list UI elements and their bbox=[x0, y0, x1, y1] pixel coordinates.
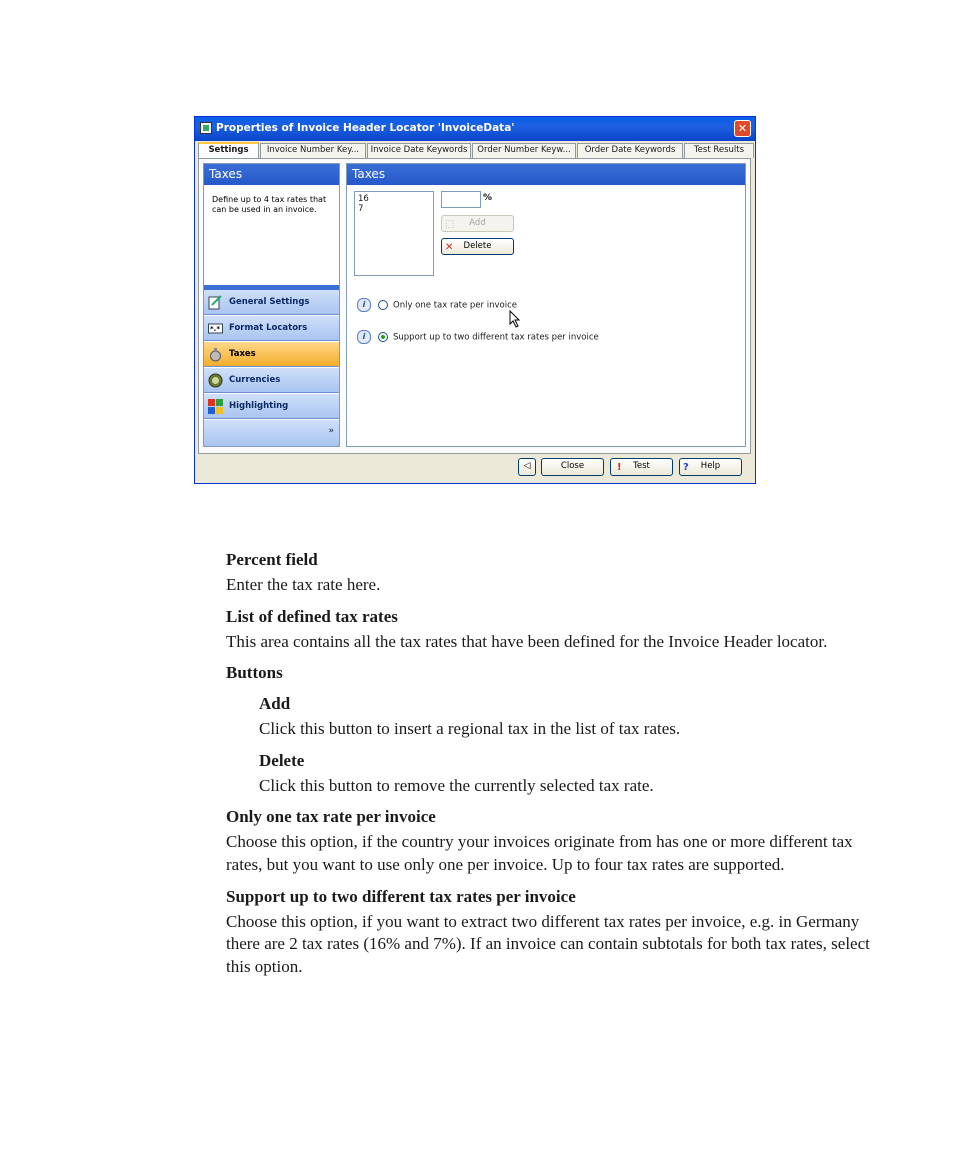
currencies-icon bbox=[208, 373, 223, 388]
dialog-title: Properties of Invoice Header Locator 'InvoiceData' bbox=[216, 122, 515, 134]
chevron-down-icon[interactable]: » bbox=[328, 426, 334, 436]
delete-icon: ✕ bbox=[445, 242, 454, 253]
two-rates-heading: Support up to two different tax rates per invoice bbox=[226, 886, 576, 906]
radio-one-rate[interactable]: i Only one tax rate per invoice bbox=[357, 298, 517, 312]
list-text: This area contains all the tax rates that have been defined for the Invoice Header locator. bbox=[226, 631, 828, 651]
tab-test-results[interactable]: Test Results bbox=[684, 143, 754, 158]
properties-dialog bbox=[194, 116, 756, 484]
percent-input[interactable] bbox=[441, 191, 481, 208]
highlighting-icon bbox=[208, 399, 223, 414]
left-pane-description: Define up to 4 tax rates that can be used in an invoice. bbox=[212, 195, 327, 214]
format-locators-icon bbox=[208, 321, 223, 336]
add-text: Click this button to insert a regional tax in the list of tax rates. bbox=[259, 719, 681, 739]
tab-invoice-number-keywords[interactable]: Invoice Number Key... bbox=[260, 143, 366, 158]
buttons-heading: Buttons bbox=[226, 663, 283, 683]
right-pane-header: Taxes bbox=[347, 164, 745, 185]
help-icon: ? bbox=[683, 462, 689, 473]
nav-item-highlighting[interactable]: Highlighting bbox=[204, 394, 339, 419]
close-button[interactable]: Close bbox=[541, 458, 604, 476]
mouse-pointer-icon bbox=[509, 310, 521, 328]
left-pane bbox=[203, 163, 340, 447]
nav-item-currencies[interactable]: Currencies bbox=[204, 368, 339, 393]
exclamation-icon: ! bbox=[617, 462, 622, 473]
tab-order-date-keywords[interactable]: Order Date Keywords bbox=[577, 143, 683, 158]
nav-footer bbox=[204, 420, 339, 446]
two-rates-text: Choose this option, if you want to extract two different tax rates per invoice, e.g. in Germany there are 2 tax rates (16% and 7%). If an invoice can contain subtotals for both tax rates, select this option. bbox=[226, 911, 870, 976]
percent-field-text: Enter the tax rate here. bbox=[226, 575, 381, 594]
delete-text: Click this button to remove the currently selected tax rate. bbox=[259, 775, 654, 795]
title-bar[interactable] bbox=[195, 117, 755, 141]
one-rate-heading: Only one tax rate per invoice bbox=[226, 807, 436, 827]
add-button[interactable]: ⬚ Add bbox=[441, 215, 514, 232]
arrow-left-icon: ◁ bbox=[523, 461, 531, 471]
nav-item-format-locators[interactable]: *.* Format Locators bbox=[204, 316, 339, 341]
info-icon: i bbox=[357, 298, 371, 312]
delete-heading: Delete bbox=[259, 750, 305, 770]
add-icon: ⬚ bbox=[445, 219, 455, 230]
percent-label: % bbox=[483, 193, 493, 203]
back-button[interactable] bbox=[518, 458, 536, 476]
tab-invoice-date-keywords[interactable]: Invoice Date Keywords bbox=[367, 143, 471, 158]
general-settings-icon bbox=[208, 295, 223, 310]
left-pane-header: Taxes bbox=[204, 164, 339, 185]
document-body bbox=[226, 549, 876, 987]
svg-text:*.*: *.* bbox=[210, 325, 220, 333]
help-button[interactable]: ? Help bbox=[679, 458, 742, 476]
tax-rate-list[interactable] bbox=[354, 191, 434, 276]
add-heading: Add bbox=[259, 694, 291, 714]
radio-two-rates[interactable]: i Support up to two different tax rates per invoice bbox=[357, 330, 599, 344]
delete-button[interactable]: ✕ Delete bbox=[441, 238, 514, 255]
one-rate-text: Choose this option, if the country your invoices originate from has one or more different tax rates, but you want to use only one per invoice. Up to four tax rates are supported. bbox=[226, 832, 853, 874]
tab-order-number-keywords[interactable]: Order Number Keyw... bbox=[472, 143, 576, 158]
nav-item-taxes[interactable]: Taxes bbox=[204, 342, 339, 367]
radio-button-one[interactable] bbox=[378, 300, 388, 310]
tab-settings[interactable]: Settings bbox=[198, 142, 259, 159]
app-icon bbox=[200, 122, 212, 134]
buttons-section bbox=[259, 693, 876, 797]
info-icon: i bbox=[357, 330, 371, 344]
percent-field-heading: Percent field bbox=[226, 550, 318, 569]
radio-button-two[interactable] bbox=[378, 332, 388, 342]
list-item[interactable]: 7 bbox=[358, 204, 364, 214]
nav-item-general-settings[interactable]: General Settings bbox=[204, 290, 339, 315]
list-item[interactable]: 16 bbox=[358, 194, 369, 204]
taxes-icon bbox=[208, 347, 223, 362]
list-heading: List of defined tax rates bbox=[226, 606, 398, 626]
right-pane bbox=[346, 163, 746, 447]
close-icon[interactable]: ✕ bbox=[734, 120, 751, 137]
test-button[interactable]: ! Test bbox=[610, 458, 673, 476]
tab-strip bbox=[198, 142, 754, 158]
